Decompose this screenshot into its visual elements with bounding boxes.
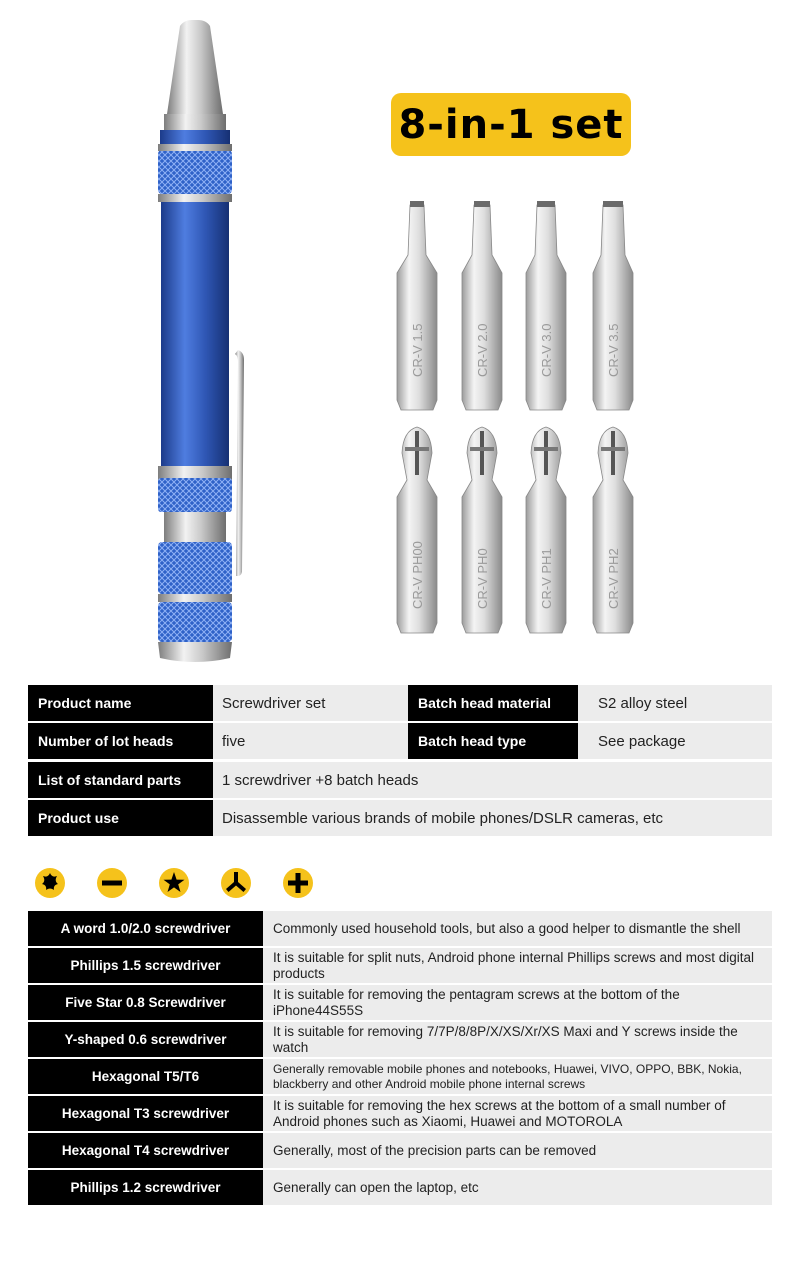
title-text: 8-in-1 set	[398, 101, 624, 148]
driver-name: Hexagonal T5/T6	[28, 1059, 263, 1094]
slotted-bit	[397, 201, 437, 410]
driver-name: Five Star 0.8 Screwdriver	[28, 985, 263, 1020]
slotted-icon	[97, 868, 127, 898]
star-icon	[159, 868, 189, 898]
spec-value-material: S2 alloy steel	[598, 694, 688, 712]
driver-name: Hexagonal T4 screwdriver	[28, 1133, 263, 1168]
spec-label-material: Batch head material	[408, 685, 578, 721]
driver-name: Phillips 1.5 screwdriver	[28, 948, 263, 983]
slotted-bit	[462, 201, 502, 410]
slotted-bit	[593, 201, 633, 410]
bit-label: CR-V 2.0	[475, 323, 490, 377]
slotted-bit	[526, 201, 566, 410]
spec-label-standard-parts: List of standard parts	[28, 762, 213, 798]
driver-name: Y-shaped 0.6 screwdriver	[28, 1022, 263, 1057]
driver-description: Commonly used household tools, but also a good helper to dismantle the shell	[273, 920, 741, 936]
phillips-icon	[283, 868, 313, 898]
spec-value-product-use: Disassemble various brands of mobile phones/DSLR cameras, etc	[222, 809, 664, 827]
spec-label-head-type: Batch head type	[408, 723, 578, 759]
driver-name: A word 1.0/2.0 screwdriver	[28, 911, 263, 946]
y-shaped-icon	[221, 868, 251, 898]
bits-image	[385, 195, 645, 640]
driver-description: It is suitable for split nuts, Android phone internal Phillips screws and most digital products	[273, 949, 754, 981]
driver-row	[28, 948, 772, 983]
spec-label-product-use: Product use	[28, 800, 213, 836]
spec-row-3	[28, 762, 772, 798]
bit-label: CR-V PH1	[539, 548, 554, 609]
driver-row	[28, 985, 772, 1020]
phillips-bit	[397, 427, 437, 633]
phillips-bit	[526, 427, 566, 633]
driver-description: It is suitable for removing 7/7P/8/8P/X/XS/Xr/XS Maxi and Y screws inside the watch	[273, 1023, 738, 1055]
driver-description: Generally, most of the precision parts can be removed	[273, 1142, 597, 1158]
spec-row-4	[28, 800, 772, 836]
driver-row	[28, 1022, 772, 1057]
driver-row	[28, 1096, 772, 1131]
bit-label: CR-V 3.5	[606, 323, 621, 377]
bit-label: CR-V 1.5	[410, 323, 425, 377]
spec-label-product-name: Product name	[28, 685, 213, 721]
spec-value-head-type: See package	[598, 732, 686, 750]
spec-row-1	[28, 685, 772, 721]
spec-label-lot-heads: Number of lot heads	[28, 723, 213, 759]
driver-row	[28, 1059, 772, 1094]
spec-value-product-name: Screwdriver set	[222, 694, 326, 712]
bit-label: CR-V 3.0	[539, 323, 554, 377]
phillips-bit	[593, 427, 633, 633]
spec-value-lot-heads: five	[222, 732, 246, 750]
spec-row-2	[28, 723, 772, 759]
bit-label: CR-V PH2	[606, 548, 621, 609]
driver-row	[28, 1170, 772, 1205]
spec-value-standard-parts: 1 screwdriver +8 batch heads	[222, 771, 419, 789]
torx-icon	[35, 868, 65, 898]
driver-description: Generally removable mobile phones and notebooks, Huawei, VIVO, OPPO, BBK, Nokia, blackberry and other Android mobile phone internal screws	[273, 1061, 742, 1091]
driver-name: Phillips 1.2 screwdriver	[28, 1170, 263, 1205]
bit-label: CR-V PH00	[410, 541, 425, 609]
driver-description: Generally can open the laptop, etc	[273, 1179, 479, 1195]
driver-row	[28, 911, 772, 946]
screwdriver-pen-image	[150, 20, 260, 670]
bit-label: CR-V PH0	[475, 548, 490, 609]
driver-row	[28, 1133, 772, 1168]
phillips-bit	[462, 427, 502, 633]
driver-description: It is suitable for removing the pentagram screws at the bottom of the iPhone44S55S	[273, 986, 680, 1018]
driver-description: It is suitable for removing the hex screws at the bottom of a small number of Android phones such as Xiaomi, Huawei and MOTOROLA	[273, 1097, 726, 1129]
driver-name: Hexagonal T3 screwdriver	[28, 1096, 263, 1131]
title-badge	[391, 93, 631, 156]
